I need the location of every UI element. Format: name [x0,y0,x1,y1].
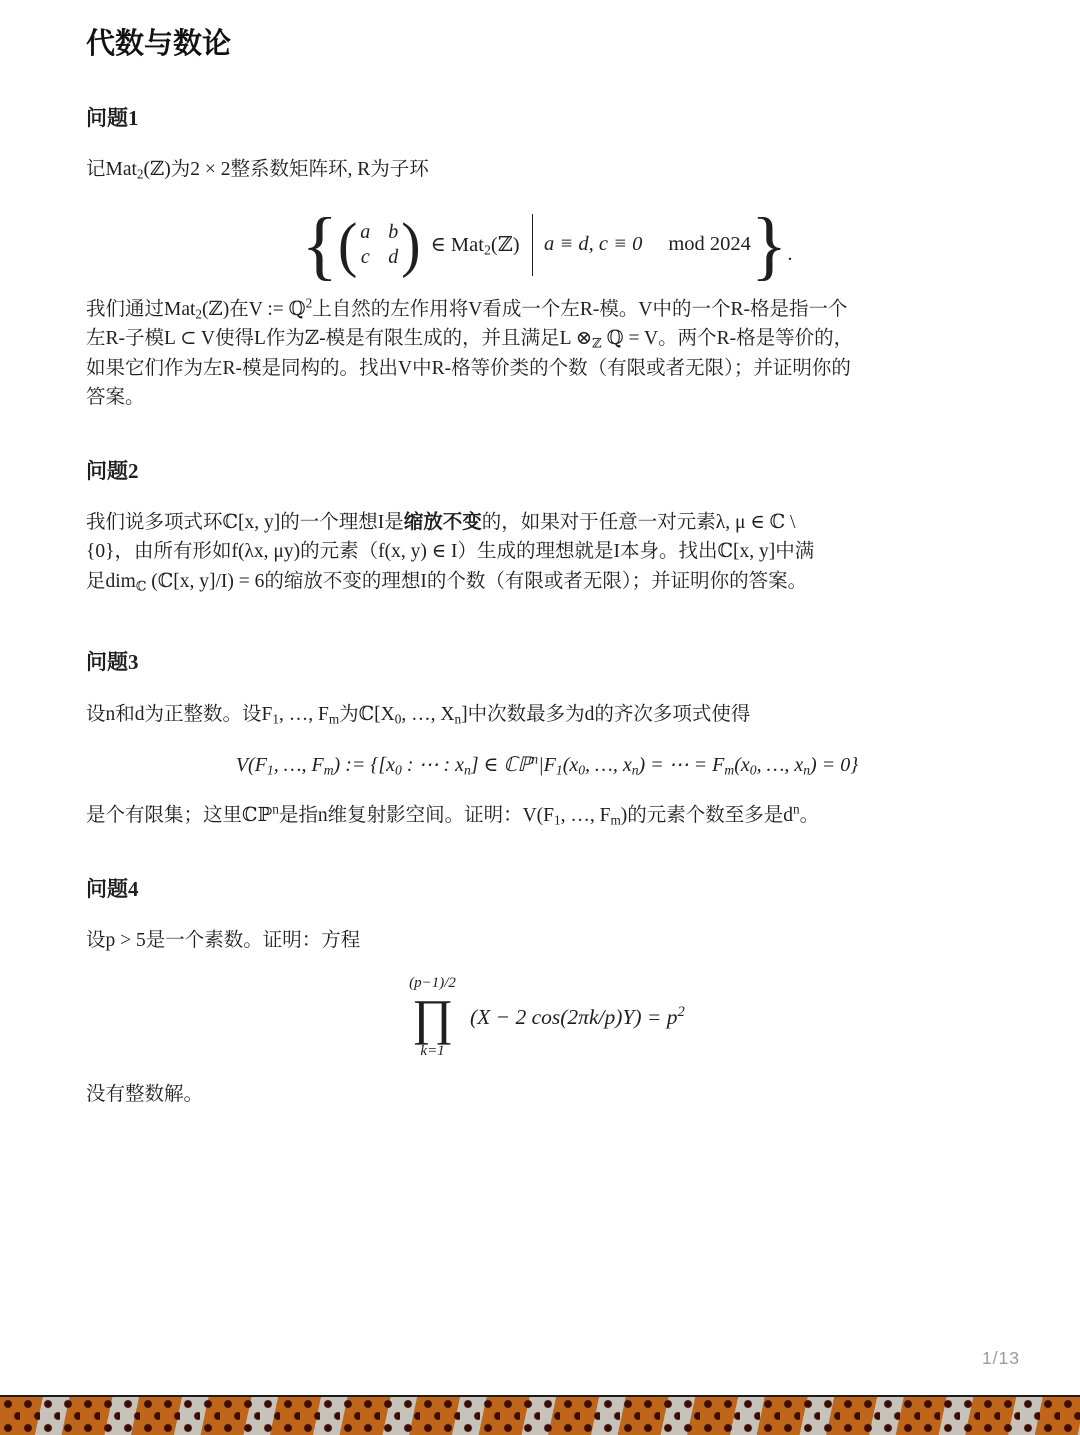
text-line: 答案。 [86,387,145,409]
problem-2-heading: 问题2 [86,458,139,483]
matrix-cell-a: a [360,220,371,243]
problem-3-display-equation: $V(F_1$, …, $F_m$) := {[$x_0$ : ⋯ : $x_n$] ∈ $ℂℙ^n|F_1(x_0$, …, $x_n$) = ⋯ = $F_m(x_0$, …, $x_n) = 0$} [235,751,859,778]
matrix-2x2 [360,221,398,269]
problem-2-section [86,457,1008,597]
text-line: 没有整数解。 [86,1083,204,1105]
product-lower-limit: k=1 [420,1043,445,1060]
text-line: 我们说多项式环ℂ[x, y]的一个理想I是缩放不变的，如果对于任意一对元素λ, μ ∈ ℂ \ [86,511,796,533]
product-symbol: ∏ [411,989,454,1046]
problem-4-section [86,875,1008,1109]
problem-1-intro-line: 记Mat$_2$(ℤ)为2 × 2整系数矩阵环, R为子环 [86,159,429,182]
text-line: {0}，由所有形如f(λx, μy)的元素（f(x, y) ∈ I）生成的理想就是I本身。找出ℂ[x, y]中满 [86,541,815,563]
text-line: 如果它们作为左R-模是同构的。找出V中R-格等价类的个数（有限或者无限）；并证明你的 [86,357,851,379]
left-brace-glyph: { [301,201,338,288]
problem-3-intro-line: 设n和d为正整数。设$F_1$, …, $F_m$为$ℂ[X_0$, …, $X_n$]中次数最多为d的齐次多项式使得 [86,703,751,727]
set-condition-bar [532,214,534,276]
problem-1-display-equation [86,203,1008,287]
problem-4-heading: 问题4 [86,876,139,901]
document-title: 代数与数论 [86,28,232,60]
problem-1-heading: 问题1 [86,105,139,130]
equation-period: . [787,243,793,266]
right-paren-glyph: ) [401,209,421,279]
text-line: 我们通过Mat$_2$(ℤ)在V := ℚ$^2$上自然的左作用将V看成一个左R-模。V中的一个R-格是指一个 [86,295,848,321]
decorative-tape [0,1395,1080,1435]
text-line: 左R-子模L ⊂ V使得L作为ℤ-模是有限生成的，并且满足L $\otimes_ℤ$ ℚ = V。两个R-格是等价的， [86,328,854,351]
matrix-cell-b: b [388,220,399,243]
problem-1-body [86,295,1008,413]
problem-2-body [86,508,1008,597]
mod-clause: mod 2024 [668,233,751,256]
problem-4-body [86,1080,1008,1110]
right-brace-glyph: } [750,201,788,288]
page-indicator: 1/13 [981,1348,1020,1368]
problem-3-section [86,648,1008,830]
matrix-membership: ∈ Mat$_2$(ℤ) [430,234,520,259]
text-line: 是个有限集；这里ℂℙ$^n$是指n维复射影空间。证明：$V(F_1$, …, $F_m$)的元素个数至多是$d^n$。 [86,802,820,828]
product-with-limits [409,975,456,1061]
matrix-cell-c: c [360,245,370,268]
problem-3-heading: 问题3 [86,650,139,675]
problem-1-section [86,104,1008,413]
problem-4-intro-line: 设p > 5是一个素数。证明：方程 [86,930,361,952]
problem-3-body [86,801,1008,831]
text-line: 足dim$_ℂ$ (ℂ[x, y]/I) = 6的缩放不变的理想I的个数（有限或者无限）；并证明你的答案。 [86,570,808,594]
matrix-cell-d: d [388,245,399,268]
product-body: (X − 2 $\cos(2\pi k/p)Y) = p^2$ [469,1004,685,1030]
set-condition: a ≡ d, c ≡ 0 [544,233,643,256]
product-upper-limit: (p−1)/2 [409,975,456,991]
problem-4-display-equation [86,974,1008,1062]
left-paren-glyph: ( [337,209,358,279]
